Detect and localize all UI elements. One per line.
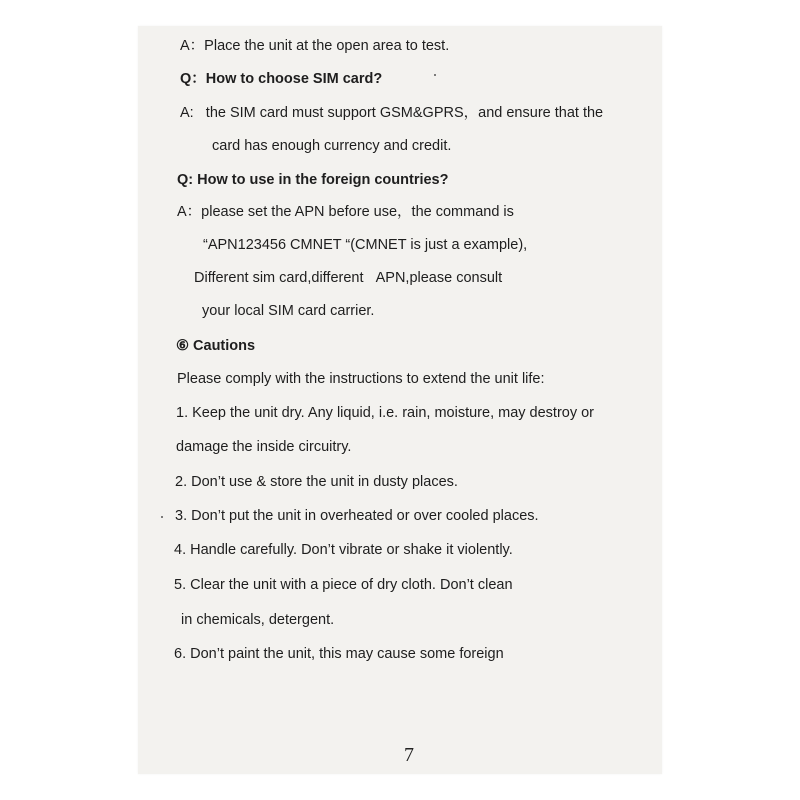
answer-apn-line1: A：please set the APN before use，the command is xyxy=(177,204,514,220)
question-foreign-countries: Q: How to use in the foreign countries? xyxy=(177,172,449,188)
question-sim-card: Q：How to choose SIM card? xyxy=(180,71,383,87)
caution-2: 2. Don’t use & store the unit in dusty places. xyxy=(175,474,458,490)
answer-open-area: A：Place the unit at the open area to test. xyxy=(180,38,450,54)
paper-speck xyxy=(434,74,436,76)
caution-5-line1: 5. Clear the unit with a piece of dry cloth. Don’t clean xyxy=(174,577,513,593)
cautions-heading: ⑥ Cautions xyxy=(176,338,256,354)
answer-apn-line2: “APN123456 CMNET “(CMNET is just a example), xyxy=(203,237,528,253)
caution-4: 4. Handle carefully. Don’t vibrate or shake it violently. xyxy=(174,542,513,558)
paper-speck xyxy=(161,516,163,518)
caution-1-line1: 1. Keep the unit dry. Any liquid, i.e. rain, moisture, may destroy or xyxy=(176,405,595,421)
answer-sim-card-line1: A: the SIM card must support GSM&GPRS，and ensure that the xyxy=(180,105,604,121)
answer-apn-line4: your local SIM card carrier. xyxy=(202,303,375,319)
page-number: 7 xyxy=(404,744,414,766)
cautions-intro: Please comply with the instructions to extend the unit life: xyxy=(177,371,545,387)
caution-3: 3. Don’t put the unit in overheated or over cooled places. xyxy=(175,508,539,524)
answer-apn-line3: Different sim card,different APN,please consult xyxy=(194,270,503,286)
caution-6: 6. Don’t paint the unit, this may cause some foreign xyxy=(174,646,504,662)
caution-1-line2: damage the inside circuitry. xyxy=(176,439,352,455)
answer-sim-card-line2: card has enough currency and credit. xyxy=(212,138,452,154)
caution-5-line2: in chemicals, detergent. xyxy=(181,612,335,628)
